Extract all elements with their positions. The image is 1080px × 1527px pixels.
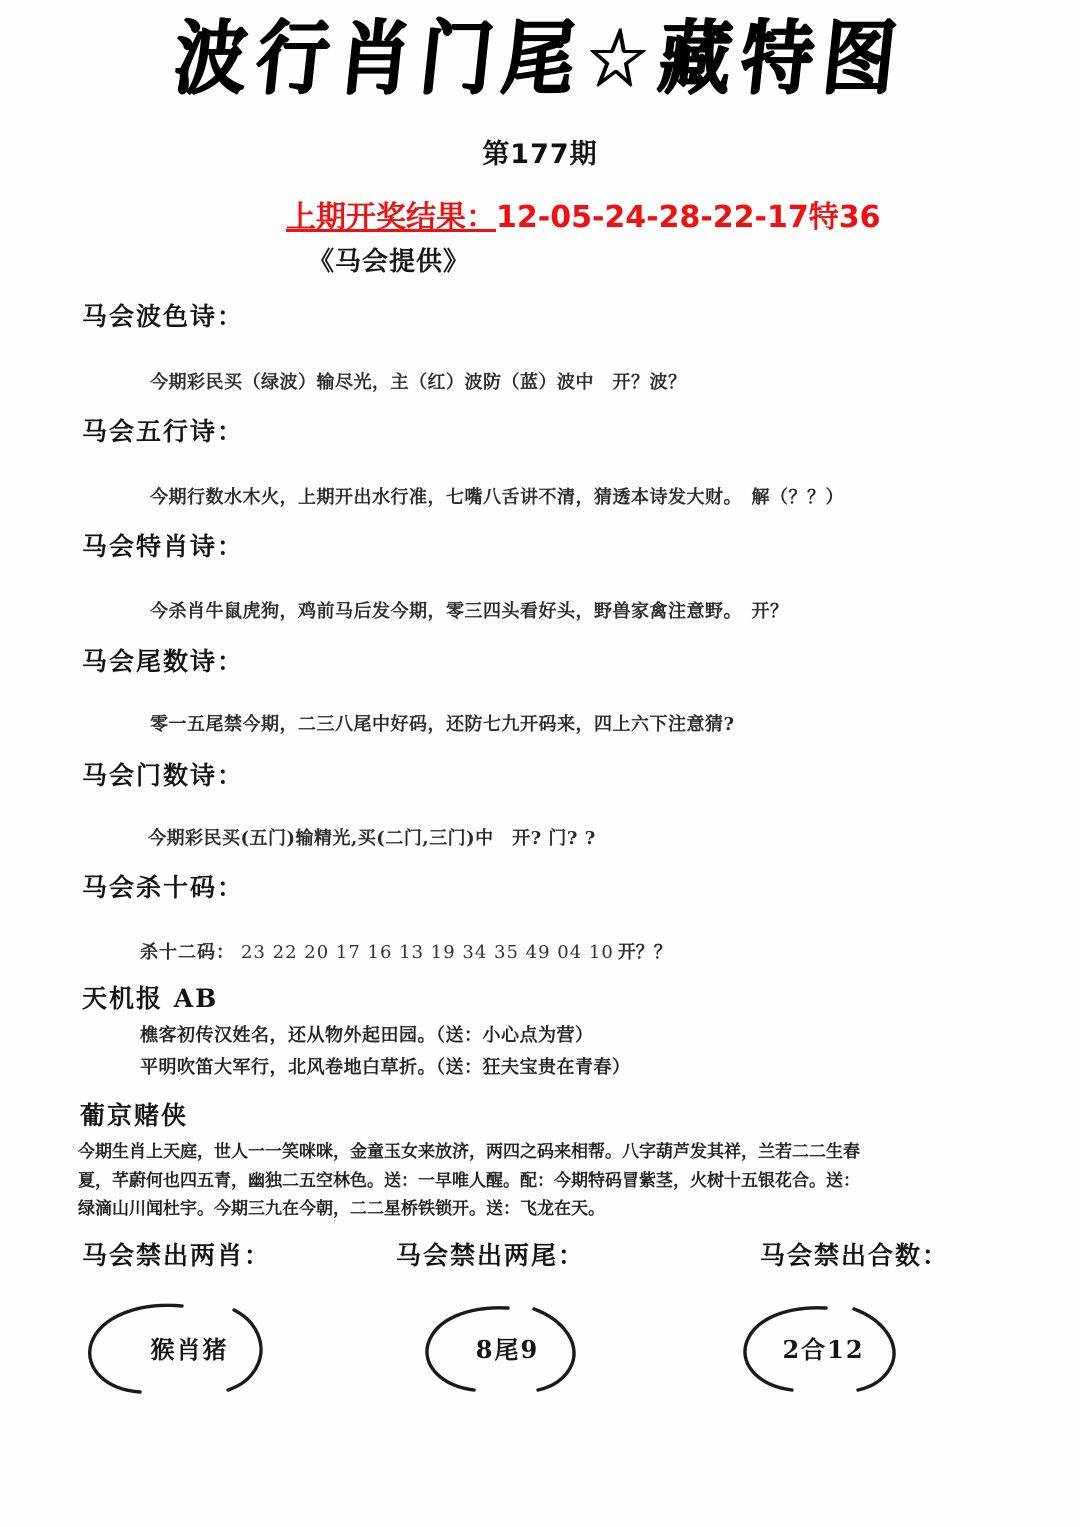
poster-title-banner: [0, 10, 1080, 106]
forbidden-sum-value: 2合12: [782, 1335, 865, 1364]
pujing-line-3: 绿滴山川闻杜宇。今期三九在今朝，二二星桥铁锁开。送：飞龙在天。: [78, 1199, 605, 1219]
previous-draw-result: [286, 192, 881, 236]
section-heading-shashima: 马会杀十码：: [82, 873, 245, 902]
forbidden-tail-value: 8尾9: [475, 1335, 540, 1364]
forbidden-zodiac-heading: 马会禁出两肖：: [82, 1241, 272, 1270]
kill-codes-tail: 开？？: [617, 942, 672, 963]
tianjibao-heading: 天机报 AB: [82, 984, 219, 1013]
tianjibao-line-1: 樵客初传汉姓名，还从物外起田园。（送：小心点为营）: [140, 1025, 594, 1046]
pujing-line-1: 今期生肖上天庭，世人一一笑咪咪，金童玉女来放济，两四之码来相帮。八字葫芦发其祥，兰若二二生春: [78, 1142, 860, 1162]
forbidden-zodiac-value: 猴肖猪: [150, 1335, 229, 1364]
section-heading-wuxing: 马会五行诗：: [82, 417, 245, 446]
section-body-texiao: 今杀肖牛鼠虎狗，鸡前马后发今期，零三四头看好头，野兽家禽注意野。 开？: [150, 601, 789, 622]
forbidden-zodiac-oval: [82, 1300, 297, 1395]
previous-draw-label: 上期开奖结果：: [286, 200, 496, 235]
forbidden-sum-heading: 马会禁出合数：: [760, 1241, 950, 1270]
forbidden-tail-oval: [400, 1300, 615, 1395]
section-body-bose: 今期彩民买（绿波）输尽光，主（红）波防（蓝）波中 开？波？: [150, 372, 687, 393]
forbidden-sum-oval: [716, 1300, 931, 1395]
previous-draw-numbers: 12-05-24-28-22-17特36: [496, 200, 881, 235]
pujing-heading: 葡京赌侠: [80, 1101, 189, 1130]
page-title: 波行肖门尾☆藏特图: [169, 10, 911, 106]
section-heading-bose: 马会波色诗：: [82, 302, 245, 331]
section-heading-menshu: 马会门数诗：: [82, 761, 245, 790]
issue-number: 第177期: [482, 139, 598, 170]
provider-credit: 《马会提供》: [308, 247, 471, 277]
kill-codes-label: 杀十二码：: [140, 942, 235, 963]
pujing-line-2: 夏，芊蔚何也四五青，幽独二五空林色。送：一早唯人醒。配：今期特码冒紫茎，火树十五银花合。送：: [78, 1171, 860, 1191]
tianjibao-line-2: 平明吹笛大军行，北风卷地白草折。（送：狂夫宝贵在青春）: [140, 1057, 631, 1078]
section-body-weishu: 零一五尾禁今期，二三八尾中好码，还防七九开码来，四上六下注意猜?: [150, 714, 735, 735]
kill-codes-line: [140, 938, 672, 964]
section-heading-weishu: 马会尾数诗：: [82, 647, 245, 676]
section-heading-texiao: 马会特肖诗：: [82, 532, 245, 561]
section-body-menshu: 今期彩民买(五门)输精光,买(二门,三门)中 开? 门? ?: [148, 828, 596, 849]
kill-codes-numbers: 23 22 20 17 16 13 19 34 35 49 04 10: [241, 942, 614, 963]
section-body-wuxing: 今期行数水木火，上期开出水行准，七嘴八舌讲不清，猜透本诗发大财。 解（？？）: [150, 487, 844, 508]
forbidden-tail-heading: 马会禁出两尾：: [396, 1241, 586, 1270]
